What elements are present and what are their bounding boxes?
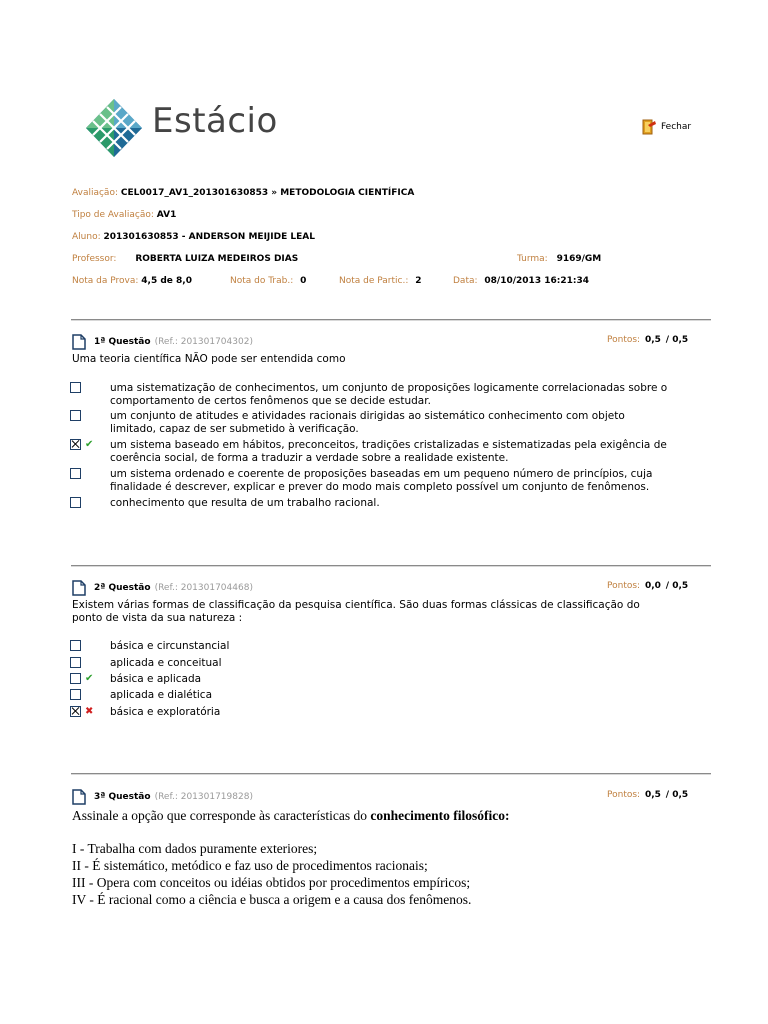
- question-2-option-5[interactable]: [70, 706, 720, 719]
- estacio-logo-icon: [84, 97, 144, 159]
- info-tipo: [72, 210, 176, 220]
- turma-value: 9169/GM: [556, 254, 602, 264]
- question-1-points: [607, 335, 688, 345]
- close-door-icon: [640, 118, 658, 136]
- statement-item: I - Trabalha com dados puramente exteriores;: [72, 841, 318, 856]
- option-text: básica e exploratória: [110, 706, 221, 718]
- question-prompt: Assinale a opção que corresponde às características do: [72, 808, 371, 823]
- option-line: um sistema ordenado e coerente de proposições baseadas em um pequeno número de princípios, cuja: [110, 468, 653, 480]
- statement-item: III - Opera com conceitos ou idéias obtidos por procedimentos empíricos;: [72, 875, 471, 890]
- question-number: 2ª Questão: [94, 583, 151, 593]
- question-3-points: [607, 790, 688, 800]
- statement-item: IV - É racional como a ciência e busca a origem e a causa dos fenômenos.: [72, 892, 472, 907]
- question-ref: (Ref.: 201301704302): [154, 337, 253, 347]
- question-1-option-5[interactable]: [70, 497, 720, 510]
- document-icon: [72, 580, 86, 596]
- info-nota-trab: [230, 276, 306, 286]
- info-turma: [517, 254, 601, 264]
- estacio-logo: [84, 97, 314, 161]
- question-2-option-4[interactable]: [70, 689, 720, 702]
- nota-trab-value: 0: [300, 276, 307, 286]
- info-avaliacao: [72, 188, 414, 198]
- question-2-header: [72, 580, 253, 596]
- data-label: Data:: [453, 276, 478, 286]
- professor-value: ROBERTA LUIZA MEDEIROS DIAS: [135, 254, 299, 264]
- points-label: Pontos:: [607, 581, 641, 591]
- points-max: / 0,5: [665, 335, 689, 345]
- document-icon: [72, 789, 86, 805]
- points-max: / 0,5: [665, 790, 689, 800]
- tipo-value: AV1: [156, 210, 177, 220]
- question-1-option-4[interactable]: [70, 468, 720, 494]
- question-1-header: [72, 334, 253, 350]
- statement-item: II - É sistemático, metódico e faz uso de procedimentos racionais;: [72, 858, 428, 873]
- option-checkbox[interactable]: [70, 410, 81, 421]
- info-nota-prova: [72, 276, 192, 286]
- question-prompt-emphasis: conhecimento filosófico:: [370, 808, 510, 823]
- nota-partic-label: Nota de Partic.:: [339, 276, 409, 286]
- info-aluno: [72, 232, 315, 242]
- question-text-line: ponto de vista da sua natureza :: [72, 612, 243, 624]
- option-text: básica e circunstancial: [110, 640, 230, 652]
- option-line: uma sistematização de conhecimentos, um conjunto de proposições logicamente correlacionadas sobre o: [110, 382, 668, 394]
- document-icon: [72, 334, 86, 350]
- option-checkbox[interactable]: [70, 673, 81, 684]
- turma-label: Turma:: [517, 254, 548, 264]
- points-score: 0,5: [644, 790, 661, 800]
- option-line: limitado, capaz de ser submetido à verificação.: [110, 423, 359, 435]
- option-checkbox[interactable]: [70, 382, 81, 393]
- question-number: 3ª Questão: [94, 792, 151, 802]
- option-text: [110, 468, 720, 494]
- professor-label: Professor:: [72, 254, 117, 264]
- option-checkbox[interactable]: [70, 640, 81, 651]
- question-1-option-3[interactable]: [70, 439, 720, 465]
- option-checkbox[interactable]: [70, 468, 81, 479]
- brand-name: Estácio: [152, 101, 278, 141]
- close-label: Fechar: [661, 122, 692, 132]
- correct-check-icon: ✔: [85, 673, 94, 684]
- option-text: [110, 497, 720, 510]
- option-line: comportamento de certos fenômenos que se decide estudar.: [110, 395, 431, 407]
- option-text: [110, 382, 720, 408]
- close-button[interactable]: [640, 118, 691, 136]
- wrong-x-icon: ✖: [85, 706, 94, 717]
- option-line: um sistema baseado em hábitos, preconceitos, tradições cristalizadas e sistematizadas pela exigência de: [110, 439, 667, 451]
- question-text-line: Existem várias formas de classificação da pesquisa científica. São duas formas clássicas de classificação do: [72, 599, 640, 611]
- info-nota-partic: [339, 276, 422, 286]
- question-ref: (Ref.: 201301704468): [154, 583, 253, 593]
- points-max: / 0,5: [665, 581, 689, 591]
- points-label: Pontos:: [607, 790, 641, 800]
- avaliacao-value: CEL0017_AV1_201301630853 » METODOLOGIA CIENTÍFICA: [120, 188, 415, 198]
- question-2-option-2[interactable]: [70, 657, 720, 670]
- option-text: básica e aplicada: [110, 673, 202, 685]
- nota-prova-label: Nota da Prova:: [72, 276, 139, 286]
- divider: [71, 319, 711, 321]
- question-3-items: [72, 840, 732, 908]
- divider: [71, 565, 711, 567]
- option-line: conhecimento que resulta de um trabalho racional.: [110, 497, 380, 509]
- info-data: [453, 276, 589, 286]
- question-3-header: [72, 789, 253, 805]
- question-1-option-2[interactable]: [70, 410, 720, 436]
- tipo-label: Tipo de Avaliação:: [72, 210, 154, 220]
- aluno-value: 201301630853 - ANDERSON MEIJIDE LEAL: [103, 232, 315, 242]
- question-1-option-1[interactable]: [70, 382, 720, 408]
- option-text: [110, 410, 720, 436]
- nota-trab-label: Nota do Trab.:: [230, 276, 294, 286]
- option-checkbox[interactable]: [70, 689, 81, 700]
- option-text: [110, 439, 720, 465]
- data-value: 08/10/2013 16:21:34: [484, 276, 589, 286]
- option-text: aplicada e conceitual: [110, 657, 222, 669]
- nota-prova-value: 4,5 de 8,0: [141, 276, 192, 286]
- option-text: aplicada e dialética: [110, 689, 213, 701]
- option-line: coerência social, de forma a traduzir a verdade sobre a realidade existente.: [110, 452, 509, 464]
- question-ref: (Ref.: 201301719828): [154, 792, 253, 802]
- option-checkbox[interactable]: [70, 657, 81, 668]
- option-line: um conjunto de atitudes e atividades racionais dirigidas ao sistemático conhecimento com objeto: [110, 410, 625, 422]
- option-checkbox-checked[interactable]: [70, 706, 81, 717]
- points-label: Pontos:: [607, 335, 641, 345]
- avaliacao-label: Avaliação:: [72, 188, 118, 198]
- info-professor: [72, 254, 298, 264]
- correct-check-icon: ✔: [85, 439, 94, 450]
- question-2-text: [72, 599, 712, 625]
- question-number: 1ª Questão: [94, 337, 151, 347]
- question-2-points: [607, 581, 688, 591]
- points-score: 0,0: [644, 581, 661, 591]
- question-1-text: Uma teoria científica NÃO pode ser entendida como: [72, 353, 346, 365]
- option-line: finalidade é descrever, explicar e prever do modo mais completo possível um conjunto de fenômenos.: [110, 481, 650, 493]
- option-checkbox[interactable]: [70, 497, 81, 508]
- option-checkbox-checked[interactable]: [70, 439, 81, 450]
- question-3-text: [72, 807, 732, 824]
- aluno-label: Aluno:: [72, 232, 101, 242]
- question-2-option-3[interactable]: [70, 673, 720, 686]
- divider: [71, 773, 711, 775]
- nota-partic-value: 2: [415, 276, 422, 286]
- question-2-option-1[interactable]: [70, 640, 720, 653]
- points-score: 0,5: [644, 335, 661, 345]
